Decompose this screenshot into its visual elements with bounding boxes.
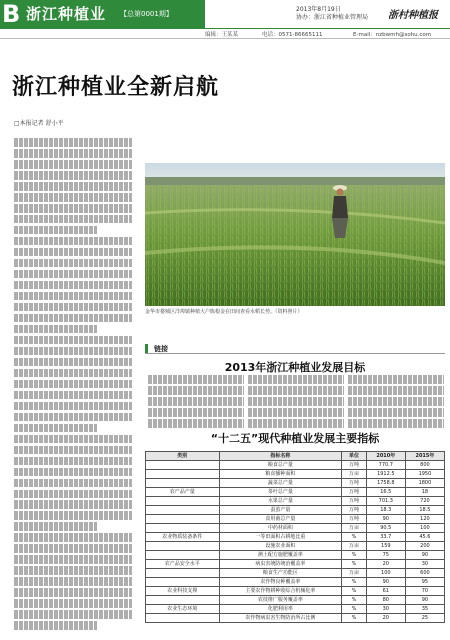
table-cell: 农作物良种覆盖率 [219, 578, 342, 587]
text-line [14, 270, 132, 279]
table-cell: 万亩 [342, 542, 367, 551]
text-line [348, 375, 444, 384]
table-cell: 80 [366, 596, 405, 605]
table-cell [146, 596, 220, 605]
text-line [14, 336, 132, 345]
text-line [14, 446, 132, 455]
table-row [146, 497, 445, 506]
table-row [146, 560, 445, 569]
table-header-row [146, 452, 445, 461]
table-cell [146, 569, 220, 578]
photo-caption: 金华市婺城区洋埠镇种植大户陈根金在田间查看水稻长势。（资料照片） [145, 309, 303, 315]
table-cell: 800 [405, 461, 444, 470]
text-line [148, 375, 244, 384]
table-cell: % [342, 614, 367, 623]
table-cell: 600 [405, 569, 444, 578]
goals-title: 2013年浙江种植业发展目标 [224, 361, 366, 374]
table-cell: 75 [366, 551, 405, 560]
text-line [14, 402, 132, 411]
table-cell [146, 479, 220, 488]
text-line [14, 380, 132, 389]
table-row [146, 587, 445, 596]
goals-text-column [148, 375, 244, 430]
table-cell [146, 515, 220, 524]
table-row [146, 614, 445, 623]
section-letter: B [2, 0, 21, 28]
table-cell: 水果总产量 [219, 497, 342, 506]
table-cell: 16.5 [366, 488, 405, 497]
table-cell [146, 470, 220, 479]
table-cell: 30 [366, 605, 405, 614]
text-line [14, 424, 97, 433]
table-cell: 770.7 [366, 461, 405, 470]
text-line [14, 500, 132, 509]
table-cell: % [342, 596, 367, 605]
table-row [146, 569, 445, 578]
table-cell: 90 [405, 596, 444, 605]
table-cell [146, 506, 220, 515]
text-line [14, 204, 132, 213]
text-line [348, 386, 444, 395]
table-cell: 1950 [405, 470, 444, 479]
table-cell: 70 [405, 587, 444, 596]
text-line [14, 171, 132, 180]
table-header-cell: 指标名称 [219, 452, 342, 461]
text-line [14, 621, 97, 630]
table-cell: 病虫害统防统治覆盖率 [219, 560, 342, 569]
table-cell: 33.7 [366, 533, 405, 542]
text-line [14, 610, 132, 619]
text-line [14, 555, 132, 564]
table-cell: 20 [366, 614, 405, 623]
headline: 浙江种植业全新启航 [12, 75, 220, 100]
table-cell: 粮食播种面积 [219, 470, 342, 479]
byline: □本报记者 舒小平 [14, 120, 64, 127]
text-line [14, 533, 132, 542]
link-section-label: 链接 [145, 344, 168, 354]
text-line [14, 347, 132, 356]
table-cell: 万吨 [342, 497, 367, 506]
text-line [14, 468, 132, 477]
table-row [146, 524, 445, 533]
table-cell: 粮食总产量 [219, 461, 342, 470]
text-line [348, 397, 444, 406]
goals-text-column [248, 375, 344, 430]
table-cell: 万吨 [342, 479, 367, 488]
table-row [146, 515, 445, 524]
table-cell: % [342, 587, 367, 596]
text-line [14, 457, 132, 466]
newspaper-logo: 浙村种植报 [388, 10, 438, 21]
table-cell: 农业物质装备条件 [146, 533, 220, 542]
table-cell: % [342, 551, 367, 560]
text-line [14, 182, 132, 191]
table-cell: 100 [405, 524, 444, 533]
indicator-table [145, 451, 445, 623]
text-line [348, 408, 444, 417]
text-line [14, 237, 132, 246]
table-cell: % [342, 578, 367, 587]
table-cell: 设施农业面积 [219, 542, 342, 551]
table-cell [146, 461, 220, 470]
text-line [14, 391, 132, 400]
text-line [248, 419, 344, 428]
text-line [148, 419, 244, 428]
text-line [14, 215, 132, 224]
text-line [14, 369, 132, 378]
text-line [348, 419, 444, 428]
table-cell: 食用菌总产量 [219, 515, 342, 524]
table-cell: 1758.8 [366, 479, 405, 488]
table-cell: 万吨 [342, 506, 367, 515]
text-line [14, 588, 132, 597]
table-cell: 农产品安全水平 [146, 560, 220, 569]
table-row [146, 596, 445, 605]
table-cell: % [342, 533, 367, 542]
rice-field-image [145, 163, 445, 306]
table-cell: 159 [366, 542, 405, 551]
text-line [248, 397, 344, 406]
editor-credit: 编辑：王某某 [205, 32, 239, 38]
text-line [14, 259, 132, 268]
text-line [14, 314, 132, 323]
table-cell: 蔬菜总产量 [219, 479, 342, 488]
table-cell: 农业生态环境 [146, 605, 220, 614]
text-line [14, 292, 132, 301]
table-cell [146, 614, 220, 623]
table-cell: 90 [366, 515, 405, 524]
table-cell [146, 578, 220, 587]
table-cell: 农产品产量 [146, 488, 220, 497]
text-line [14, 435, 132, 444]
table-cell: 主要农作物耕种收综合机械化率 [219, 587, 342, 596]
table-cell: 万吨 [342, 515, 367, 524]
text-line [14, 248, 132, 257]
issue-code: 【总第0001期】 [120, 10, 173, 18]
email-address: E-mail：nzbwmh@sohu.com [353, 32, 432, 38]
text-line [14, 522, 97, 531]
text-line [248, 375, 344, 384]
table-cell: % [342, 605, 367, 614]
text-line [14, 358, 132, 367]
table-cell: 35 [405, 605, 444, 614]
text-line [14, 479, 132, 488]
text-line [248, 386, 344, 395]
table-cell: 万吨 [342, 488, 367, 497]
table-cell: 一等田面积占耕地比重 [219, 533, 342, 542]
table-cell [146, 542, 220, 551]
table-cell: 20 [366, 560, 405, 569]
text-line [148, 408, 244, 417]
table-cell: 农业科技支撑 [146, 587, 220, 596]
section-title: 浙江种植业 [26, 5, 107, 23]
table-cell: 粮食生产功能区 [219, 569, 342, 578]
table-cell: 18.5 [405, 506, 444, 515]
text-line [14, 303, 132, 312]
table-header-cell: 2015年 [405, 452, 444, 461]
table-cell: 万吨 [342, 461, 367, 470]
text-line [14, 226, 97, 235]
table-row [146, 470, 445, 479]
text-line [14, 413, 132, 422]
table-cell: 茶叶总产量 [219, 488, 342, 497]
table-row [146, 542, 445, 551]
table-cell: % [342, 560, 367, 569]
table-cell: 120 [405, 515, 444, 524]
table-header-cell: 单位 [342, 452, 367, 461]
table-cell: 中药材面积 [219, 524, 342, 533]
text-line [14, 577, 132, 586]
table-cell: 200 [405, 542, 444, 551]
text-line [14, 149, 132, 158]
table-cell [146, 524, 220, 533]
table-cell: 化肥利用率 [219, 605, 342, 614]
header-rule [0, 28, 450, 29]
table-header-cell: 2010年 [366, 452, 405, 461]
text-line [148, 386, 244, 395]
table-cell: 90.5 [366, 524, 405, 533]
table-cell: 100 [366, 569, 405, 578]
indicator-table-title: “十二五”现代种植业发展主要指标 [210, 432, 380, 445]
text-line [14, 544, 132, 553]
table-cell: 测土配方施肥覆盖率 [219, 551, 342, 560]
table-cell: 90 [366, 578, 405, 587]
table-cell: 1912.5 [366, 470, 405, 479]
table-cell: 万亩 [342, 569, 367, 578]
table-cell: 18.3 [366, 506, 405, 515]
table-row [146, 578, 445, 587]
table-cell: 农作物病虫害生物防治所占比例 [219, 614, 342, 623]
table-header-cell: 类别 [146, 452, 220, 461]
table-row [146, 551, 445, 560]
phone-number: 电话：0571-86665111 [262, 32, 323, 38]
text-line [14, 566, 132, 575]
link-rule [145, 353, 445, 354]
text-line [14, 490, 132, 499]
text-line [14, 325, 97, 334]
table-cell: 30 [405, 560, 444, 569]
table-cell: 农技推广服务覆盖率 [219, 596, 342, 605]
field-photo [145, 163, 445, 306]
text-line [148, 397, 244, 406]
co-host: 协办：浙江省种植业管理局 [296, 14, 369, 21]
text-line [14, 599, 132, 608]
table-cell: 万亩 [342, 470, 367, 479]
article-body-column [14, 138, 132, 638]
text-line [14, 138, 132, 147]
header-bottom-rule [0, 38, 450, 39]
table-cell: 18 [405, 488, 444, 497]
table-cell [146, 497, 220, 506]
text-line [248, 408, 344, 417]
table-cell: 25 [405, 614, 444, 623]
table-cell: 720 [405, 497, 444, 506]
goals-text-column [348, 375, 444, 430]
text-line [14, 193, 132, 202]
table-row [146, 506, 445, 515]
table-cell: 蚕茧产量 [219, 506, 342, 515]
page-header [0, 0, 450, 38]
table-cell: 701.3 [366, 497, 405, 506]
table-row [146, 488, 445, 497]
table-cell: 万亩 [342, 524, 367, 533]
table-cell: 95 [405, 578, 444, 587]
text-line [14, 160, 132, 169]
table-cell: 45.6 [405, 533, 444, 542]
table-cell: 1800 [405, 479, 444, 488]
text-line [14, 511, 132, 520]
table-row [146, 479, 445, 488]
section-banner [0, 0, 205, 28]
table-row [146, 533, 445, 542]
table-row [146, 605, 445, 614]
issue-date: 2013年8月19日 [296, 6, 341, 13]
table-cell: 90 [405, 551, 444, 560]
table-cell: 61 [366, 587, 405, 596]
table-row [146, 461, 445, 470]
table-cell [146, 551, 220, 560]
text-line [14, 281, 132, 290]
